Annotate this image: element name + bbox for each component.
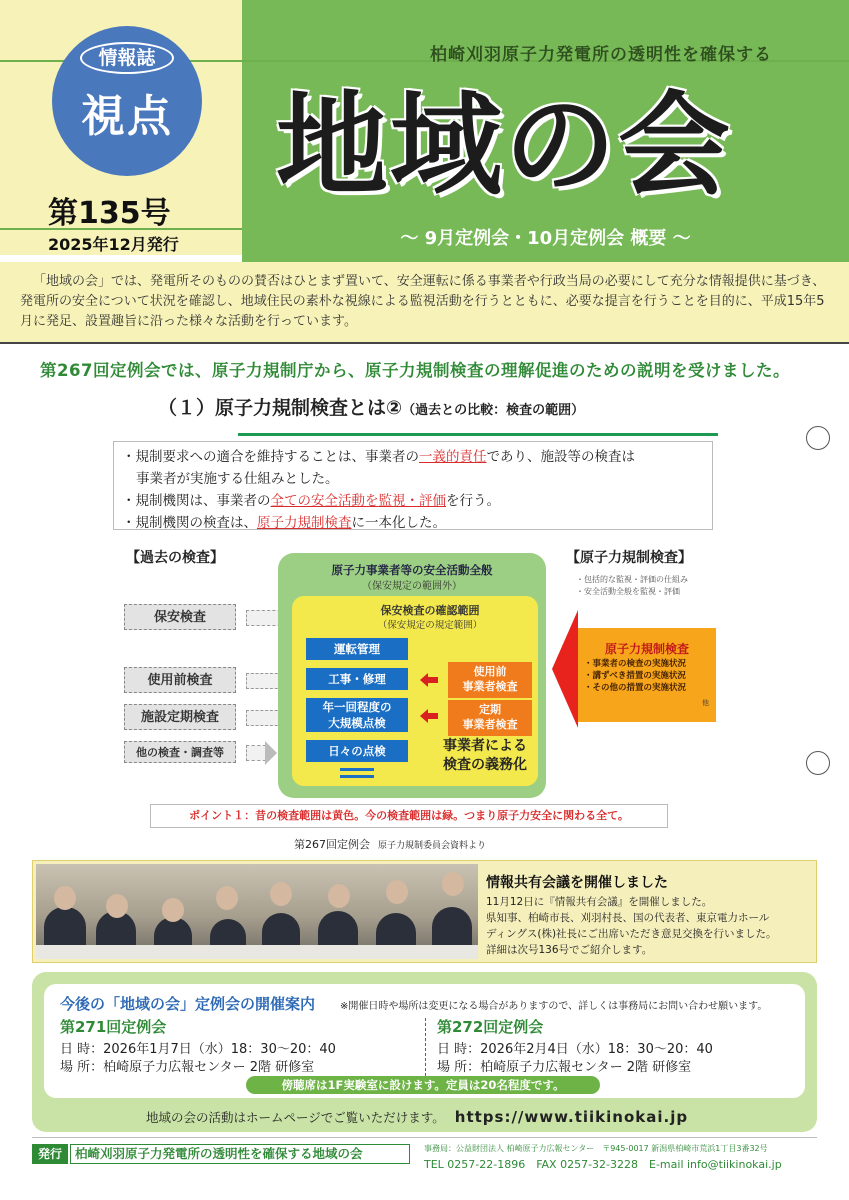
issue-date: 2025年12月発行 <box>48 235 179 254</box>
mandatory-inspection-label: 事業者による 検査の義務化 <box>443 738 527 773</box>
bullet-item: ・規制要求への適合を維持することは、事業者の一義的責任であり、施設等の検査は <box>122 449 635 465</box>
punch-hole-icon <box>806 426 830 450</box>
schedule-divider <box>425 1018 426 1076</box>
intro-paragraph: 「地域の会」では、発電所そのものの賛否はひとまず置いて、安全運転に係る事業者や行政当局の必要にして充分な情報提供に基づき、発電所の安全について状況を確認し、地域住民の素朴な視線による監視活動を行うとともに、必要な提言を行うことを目的に、平成15年5月に発足、設置趣旨に沿った様々な活動を行っています。 <box>20 274 826 329</box>
publisher-name: 柏崎刈羽原子力発電所の透明性を確保する地域の会 <box>70 1144 410 1164</box>
blue-item-construction: 工事・修理 <box>306 668 408 690</box>
punch-hole-icon <box>806 751 830 775</box>
lead-heading: 第267回定例会では、原子力規制庁から、原子力規制検査の理解促進のための説明を受けました。 <box>40 361 790 380</box>
bullet-item-continued: 事業者が実施する仕組みとした。 <box>136 471 339 487</box>
section-title-sub: （過去との比較：検査の範囲） <box>402 403 585 418</box>
green-scope-title: 原子力事業者等の安全活動全般 <box>331 563 493 577</box>
red-arrow-icon <box>420 673 438 687</box>
red-arrow-icon <box>420 709 438 723</box>
yellow-scope-title: 保安検査の確認範囲 <box>380 604 480 617</box>
past-inspection-title: 【過去の検査】 <box>126 550 224 566</box>
info-body: 11月12日に『情報共有会議』を開催しました。 県知事、柏崎市長、刈羽村長、国の代表者、東京電力ホール ディングス(株)社長にご出席いただき意見交換を行いました。 詳細は次号136号でご紹介します。 <box>486 896 777 956</box>
regulatory-notes: ・包括的な監視・評価の仕組み ・安全活動全般を監視・評価 <box>576 575 688 596</box>
masthead-summary: ～ 9月定例会・10月定例会 概要 ～ <box>400 228 691 249</box>
regulatory-inspection-panel-title: 原子力規制検査 <box>604 642 689 656</box>
meeting-272-place: 場 所：柏崎原子力広報センター 2階 研修室 <box>437 1060 692 1075</box>
orange-item-periodic-self-inspection: 定期 事業者検査 <box>448 700 532 736</box>
past-item-periodic-inspection: 施設定期検査 <box>124 704 236 730</box>
past-item-safety-inspection: 保安検査 <box>124 604 236 630</box>
meeting-272-datetime: 日 時：2026年2月4日（水）18：30～20：40 <box>437 1042 713 1057</box>
green-scope-subtitle: （保安規定の範囲外） <box>362 581 462 592</box>
bullet-item: ・規制機関の検査は、原子力規制検査に一本化した。 <box>122 515 446 531</box>
issue-number: 第135号 <box>48 196 171 231</box>
photo-person-head <box>106 894 128 918</box>
meeting-271-datetime: 日 時：2026年1月7日（水）18：30～20：40 <box>60 1042 336 1057</box>
photo-person-head <box>386 880 408 904</box>
blue-bars <box>340 768 374 778</box>
regulatory-inspection-panel-items: ・事業者の検査の実施状況 ・講ずべき措置の実施状況 ・その他の措置の実施状況 <box>584 659 687 693</box>
point-note: ポイント１：昔の検査範囲は黄色。今の検査範囲は緑。つまり原子力安全に関わる全て。 <box>150 804 668 828</box>
gray-arrow-icon <box>246 745 266 761</box>
logo-text: 視点 <box>81 91 173 142</box>
blue-item-daily-check: 日々の点検 <box>306 740 408 762</box>
meeting-271-place: 場 所：柏崎原子力広報センター 2階 研修室 <box>60 1060 315 1075</box>
bullet-box <box>113 441 713 530</box>
audience-seating-note: 傍聴席は1F実験室に設けます。定員は20名程度です。 <box>246 1076 600 1094</box>
bullet-item: ・規制機関は、事業者の全ての安全活動を監視・評価を行う。 <box>122 493 500 509</box>
logo-badge: 情報誌 <box>80 42 174 74</box>
photo-person-head <box>216 886 238 910</box>
section-title <box>158 393 584 420</box>
photo-person-head <box>442 872 464 896</box>
info-title: 情報共有会議を開催しました <box>486 875 668 891</box>
divider <box>0 342 849 344</box>
publisher-badge: 発行 <box>32 1144 68 1164</box>
schedule-title: 今後の「地域の会」定例会の開催案内 <box>60 995 316 1013</box>
past-item-other: 他の検査・調査等 <box>124 741 236 763</box>
meeting-photo <box>36 864 478 959</box>
photo-table <box>36 945 478 959</box>
photo-person-head <box>328 884 350 908</box>
meeting-272-title: 第272回定例会 <box>437 1018 544 1036</box>
regulatory-inspection-panel-etc: 他 <box>702 699 709 707</box>
masthead-subtitle: 柏崎刈羽原子力発電所の透明性を確保する <box>430 45 772 65</box>
figure-source: 第267回定例会 原子力規制委員会資料より <box>294 838 487 851</box>
schedule-note: ※開催日時や場所は変更になる場合がありますので、詳しくは事務局にお問い合わせ願います。 <box>340 1001 768 1012</box>
footer-rule <box>32 1137 817 1138</box>
big-red-arrow-icon <box>552 610 578 728</box>
office-address: 事務局：公益財団法人 柏崎原子力広報センター 〒945-0017 新潟県柏崎市荒浜1丁目3番32号 <box>424 1144 768 1153</box>
past-item-pre-use-inspection: 使用前検査 <box>124 667 236 693</box>
orange-item-pre-use-self-inspection: 使用前 事業者検査 <box>448 662 532 698</box>
yellow-scope-subtitle: （保安規定の規定範囲） <box>377 620 483 631</box>
homepage-line: 地域の会の活動はホームページでご覧いただけます。 https://www.tiikinokai.jp <box>146 1108 689 1126</box>
meeting-271-title: 第271回定例会 <box>60 1018 167 1036</box>
section-title-main: （１）原子力規制検査とは② <box>158 397 403 419</box>
homepage-link[interactable]: https://www.tiikinokai.jp <box>454 1108 689 1126</box>
masthead-title: 地域の会 <box>276 81 732 211</box>
blue-item-operation: 運転管理 <box>306 638 408 660</box>
regulatory-inspection-title: 【原子力規制検査】 <box>566 550 692 566</box>
photo-person-head <box>270 882 292 906</box>
photo-person-head <box>54 886 76 910</box>
contact-info: TEL 0257-22-1896 FAX 0257-32-3228 E-mail info@tiikinokai.jp <box>424 1158 782 1171</box>
blue-item-annual-inspection: 年一回程度の 大規模点検 <box>306 698 408 732</box>
section-rule <box>238 433 718 436</box>
photo-person-head <box>162 898 184 922</box>
